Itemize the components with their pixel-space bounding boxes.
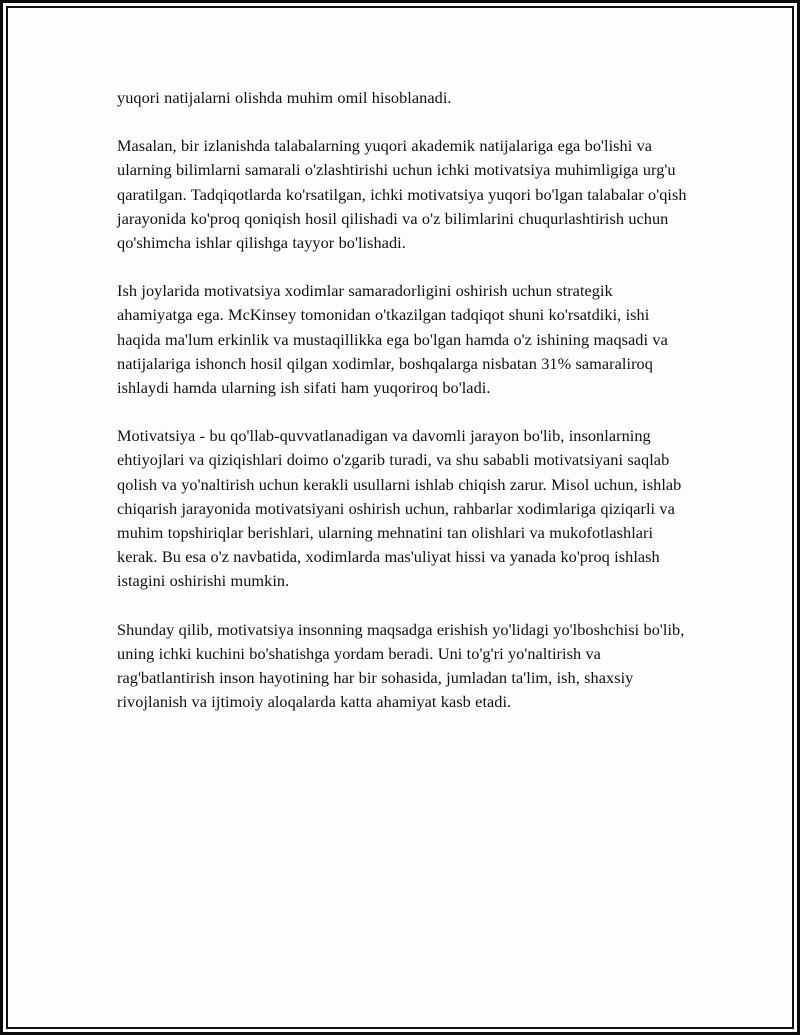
paragraph-3: Ish joylarida motivatsiya xodimlar samaradorligini oshirish uchun strategik ahamiyatga ega. McKinsey tomonidan o'tkazilgan tadqiqot shuni ko'rsatdiki, ishi haqida ma'lum erkinlik va mustaqillikka ega bo'lgan hamda o'z ishining maqsadi va natijalariga ishonch hosil qilgan xodimlar, boshqalarga nisbatan 31% samaraliroq ishlaydi hamda ularning ish sifati ham yuqoriroq bo'ladi. <box>117 281 668 398</box>
paragraph-4: Motivatsiya - bu qo'llab-quvvatlanadigan va davomli jarayon bo'lib, insonlarning ehtiyojlari va qiziqishlari doimo o'zgarib turadi, va shu sababli motivatsiyani saqlab qolish va yo'naltirish uchun kerakli usullarni ishlab chiqish zarur. Misol uchun, ishlab chiqarish jarayonida motivatsiyani oshirish uchun, rahbarlar xodimlariga qiziqarli va muhim topshiriqlar berishlari, ularning mehnatini tan olishlari va mukofotlashlari kerak. Bu esa o'z navbatida, xodimlarda mas'uliyat hissi va yanada ko'proq ishlash istagini oshirishi mumkin. <box>117 426 682 591</box>
paragraph-1: yuqori natijalarni olishda muhim omil hisoblanadi. <box>117 88 452 107</box>
paragraph-5: Shunday qilib, motivatsiya insonning maqsadga erishish yo'lidagi yo'lboshchisi bo'lib, uning ichki kuchini bo'shatishga yordam beradi. Uni to'g'ri yo'naltirish va rag'batlantirish inson hayotining har bir sohasida, jumladan ta'lim, ish, shaxsiy rivojlanish va ijtimoiy aloqalarda katta ahamiyat kasb etadi. <box>117 619 685 712</box>
body-text-column <box>117 86 692 714</box>
document-page <box>8 8 792 1027</box>
page-inner-frame <box>6 6 794 1029</box>
paragraph-2: Masalan, bir izlanishda talabalarning yuqori akademik natijalariga ega bo'lishi va ularning bilimlarni samarali o'zlashtirishi uchun ichki motivatsiya muhimligiga urg'u qaratilgan. Tadqiqotlarda ko'rsatilgan, ichki motivatsiya yuqori bo'lgan talabalar o'qish jarayonida ko'proq qoniqish hosil qilishadi va o'z bilimlarini chuqurlashtirish uchun qo'shimcha ishlar qilishga tayyor bo'lishadi. <box>117 136 687 253</box>
